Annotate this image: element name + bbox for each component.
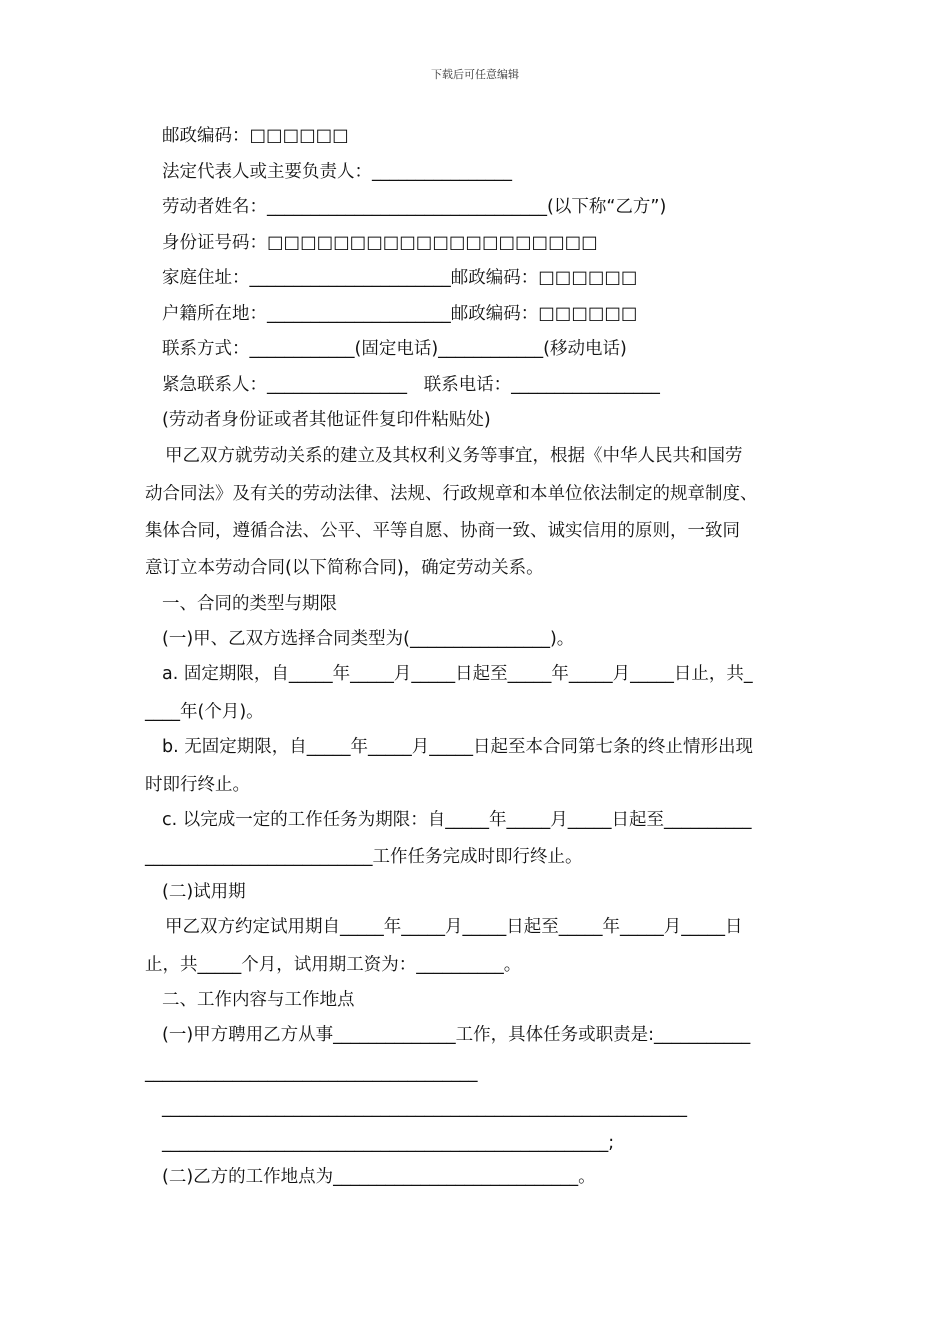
option-b-line-1: b. 无固定期限，自_____年_____月_____日起至本合同第七条的终止情形出现 — [162, 737, 753, 757]
id-copy-note: (劳动者身份证或者其他证件复印件粘贴处) — [162, 410, 491, 430]
worker-name-line: 劳动者姓名：________________________________(以下称“乙方”) — [162, 197, 667, 217]
preamble-line-1: 甲乙双方就劳动关系的建立及其权利义务等事宜，根据《中华人民共和国劳 — [165, 446, 743, 466]
option-c-line-2: __________________________工作任务完成时即行终止。 — [145, 847, 583, 867]
option-a-line-2: ____年(个月)。 — [145, 702, 264, 722]
section-2-heading: 二、工作内容与工作地点 — [162, 990, 355, 1010]
job-duty-line-2: ______________________________________ — [145, 1063, 478, 1083]
household-registration-line: 户籍所在地：_____________________邮政编码：□□□□□□ — [162, 304, 638, 324]
id-number-line: 身份证号码：□□□□□□□□□□□□□□□□□□□□ — [162, 233, 598, 253]
option-b-line-2: 时即行终止。 — [145, 775, 250, 795]
home-address-line: 家庭住址：_______________________邮政编码：□□□□□□ — [162, 268, 638, 288]
preamble-line-2: 动合同法》及有关的劳动法律、法规、行政规章和本单位依法制定的规章制度、 — [145, 484, 758, 504]
emergency-contact-line: 紧急联系人：________________ 联系电话：_________________ — [162, 375, 660, 395]
postal-code-line: 邮政编码：□□□□□□ — [162, 126, 349, 146]
probation-line-1: 甲乙双方约定试用期自_____年_____月_____日起至_____年_____月_____日 — [165, 917, 743, 937]
job-duty-line-3: ____________________________________________________________ — [162, 1098, 687, 1118]
preamble-line-3: 集体合同，遵循合法、公平、平等自愿、协商一致、诚实信用的原则，一致同 — [145, 521, 740, 541]
page-header-note: 下载后可任意编辑 — [431, 68, 519, 81]
section-1-heading: 一、合同的类型与期限 — [162, 594, 337, 614]
option-a-line-1: a. 固定期限，自_____年_____月_____日起至_____年_____月_____日止，共_ — [162, 664, 753, 684]
contract-type-line: (一)甲、乙双方选择合同类型为(________________)。 — [162, 629, 575, 649]
contact-line: 联系方式：____________(固定电话)____________(移动电话) — [162, 339, 627, 359]
legal-representative-line: 法定代表人或主要负责人：________________ — [162, 162, 512, 182]
job-duty-line-1: (一)甲方聘用乙方从事______________工作，具体任务或职责是:___________ — [162, 1025, 751, 1045]
job-duty-line-4: ___________________________________________________; — [162, 1133, 615, 1153]
option-c-line-1: c. 以完成一定的工作任务为期限：自_____年_____月_____日起至__________ — [162, 810, 752, 830]
work-location-line: (二)乙方的工作地点为____________________________。 — [162, 1167, 596, 1187]
preamble-line-4: 意订立本劳动合同(以下简称合同)，确定劳动关系。 — [145, 558, 544, 578]
probation-line-2: 止，共_____个月，试用期工资为：__________。 — [145, 955, 522, 975]
probation-heading: (二)试用期 — [162, 882, 246, 902]
